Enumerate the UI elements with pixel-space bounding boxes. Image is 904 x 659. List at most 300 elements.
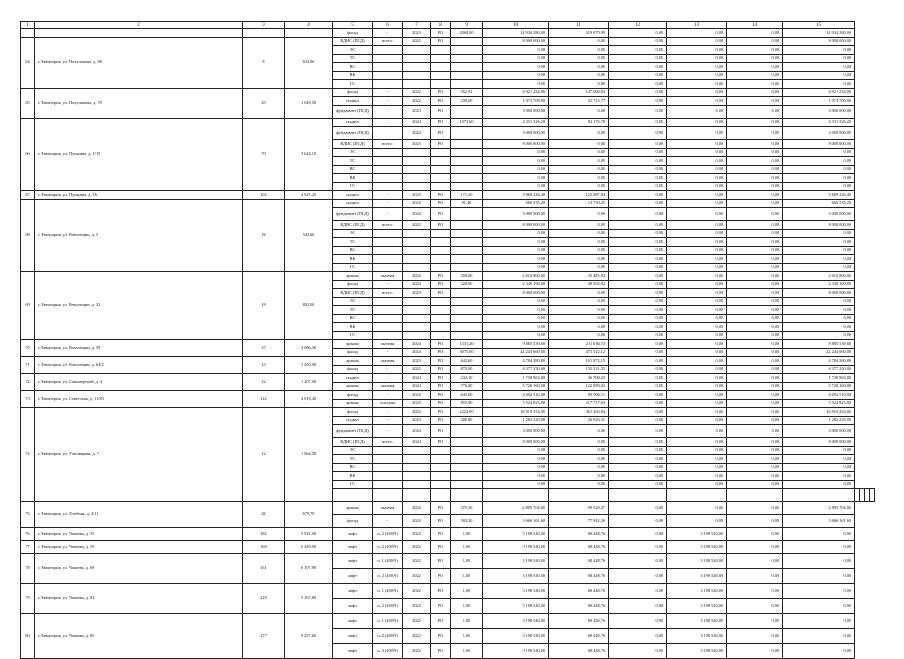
amount-cell: 0,00 (667, 255, 727, 264)
amount-cell: 0,00 (483, 46, 549, 55)
amount-cell: 0,00 (727, 408, 783, 417)
table-row (21, 584, 875, 599)
amount-cell: 0,00 (727, 374, 783, 383)
table-row (21, 541, 875, 554)
funding-cell (431, 455, 451, 464)
year-cell: 2024 (403, 348, 431, 357)
funding-cell: РО (431, 554, 451, 569)
amount-cell: 0,00 (609, 306, 667, 315)
amount-cell: 3 000 000,00 (783, 127, 855, 140)
work-subtype-cell (373, 182, 403, 191)
column-number-cell: 14 (727, 22, 783, 29)
amount-cell: 0,00 (727, 88, 783, 97)
amount-cell: 68 448,76 (549, 629, 609, 644)
amount-cell: 0,00 (783, 554, 855, 569)
amount-cell: 3 666 161,60 (483, 515, 549, 528)
amount-cell: 3 198 540,00 (483, 528, 549, 541)
year-cell: 2023 (403, 105, 431, 118)
amount-cell: 0,00 (549, 263, 609, 272)
amount-cell: 0,00 (549, 314, 609, 323)
work-type-cell: подвал (333, 118, 373, 127)
amount-cell: 0,00 (609, 541, 667, 554)
volume-cell (451, 455, 483, 464)
year-cell: 2024 (403, 425, 431, 438)
amount-cell: 0,00 (609, 246, 667, 255)
amount-cell: 0,00 (667, 157, 727, 166)
work-type-cell: ВДИС (ПСД) (333, 140, 373, 149)
amount-cell: 3 198 540,00 (667, 541, 727, 554)
address-cell: г. Евпатория, ул. Чапаева, д. 55 (35, 528, 243, 541)
amount-cell: 0,00 (727, 455, 783, 464)
amount-cell: 0,00 (783, 71, 855, 80)
amount-cell: 77 942,26 (549, 515, 609, 528)
funding-cell: РО (431, 391, 451, 400)
funding-cell: РО (431, 502, 451, 515)
amount-cell: 0,00 (609, 515, 667, 528)
work-type-cell: ВК (333, 255, 373, 264)
amount-cell: 0,00 (667, 348, 727, 357)
amount-cell: 0,00 (783, 644, 855, 659)
funding-cell: РО (431, 221, 451, 230)
amount-cell: 1 738 963,80 (483, 374, 549, 383)
volume-cell: 1,00 (451, 599, 483, 614)
amount-cell: 0,00 (727, 306, 783, 315)
amount-cell: 0,00 (667, 191, 727, 200)
funding-cell (431, 255, 451, 264)
year-cell: 2024 (403, 515, 431, 528)
row-number-cell: 73 (21, 391, 35, 408)
table-row (21, 118, 875, 127)
amount-cell: 0,00 (667, 118, 727, 127)
column-number-cell: 3 (243, 22, 285, 29)
area-cell: 3 644,10 (285, 118, 333, 191)
work-subtype-cell: п. 1 (400/9) (373, 614, 403, 629)
amount-cell: 8 000 000,00 (483, 438, 549, 447)
amount-cell: 0,00 (783, 306, 855, 315)
amount-cell: 122 089,02 (549, 382, 609, 391)
volume-cell (451, 297, 483, 306)
volume-cell (451, 472, 483, 481)
amount-cell: 0,00 (667, 472, 727, 481)
amount-cell: 0,00 (727, 246, 783, 255)
amount-cell: 4 331 326,20 (783, 118, 855, 127)
address-cell: г. Евпатория, ул. Чапаева, д. 85 (35, 614, 243, 659)
amount-cell: 0,00 (783, 255, 855, 264)
volume-cell (451, 140, 483, 149)
funding-cell: РО (431, 105, 451, 118)
year-cell: 2023 (403, 140, 431, 149)
amount-cell: 0,00 (609, 63, 667, 72)
row-number-cell: 75 (21, 502, 35, 528)
amount-cell: 0,00 (727, 182, 783, 191)
amount-cell: 3 198 540,00 (667, 644, 727, 659)
amount-cell: 0,00 (667, 54, 727, 63)
area-cell: 633,90 (285, 37, 333, 88)
work-type-cell: ВС (333, 463, 373, 472)
apartments-cell: 18 (243, 272, 285, 340)
amount-cell: 0,00 (727, 599, 783, 614)
area-cell: 1 064,50 (285, 408, 333, 502)
funding-cell: РО (431, 629, 451, 644)
amount-cell: 0,00 (609, 391, 667, 400)
work-type-cell: ВС (333, 314, 373, 323)
amount-cell: 3 198 540,00 (483, 644, 549, 659)
work-subtype-cell (373, 238, 403, 247)
year-cell: 2022 (403, 554, 431, 569)
work-subtype-cell: - (373, 97, 403, 106)
area-cell: 5 449,90 (285, 541, 333, 554)
amount-cell: 0,00 (609, 399, 667, 408)
amount-cell: 0,00 (783, 80, 855, 89)
apartments-cell: 277 (243, 614, 285, 659)
work-subtype-cell: - (373, 208, 403, 221)
table-body (21, 22, 875, 659)
work-subtype-cell: п. 2 (400/9) (373, 528, 403, 541)
work-type-cell: фасад (333, 88, 373, 97)
amount-cell: 0,00 (727, 46, 783, 55)
funding-cell (431, 182, 451, 191)
volume-cell (451, 480, 483, 489)
work-subtype-cell (373, 472, 403, 481)
amount-cell: 0,00 (667, 314, 727, 323)
apartments-cell: 70 (243, 118, 285, 191)
work-type-cell: лифт (333, 614, 373, 629)
volume-cell (451, 463, 483, 472)
amount-cell: 0,00 (783, 455, 855, 464)
amount-cell: 0,00 (549, 306, 609, 315)
funding-cell (609, 489, 667, 502)
amount-cell: 0,00 (727, 199, 783, 208)
work-subtype-cell: - (373, 191, 403, 200)
amount-cell: 0,00 (549, 182, 609, 191)
amount-cell: 0,00 (609, 229, 667, 238)
amount-cell: 0,00 (727, 221, 783, 230)
area-cell: 4 066,30 (285, 340, 333, 357)
amount-cell: 0,00 (609, 105, 667, 118)
amount-cell: 3 198 540,00 (667, 554, 727, 569)
amount-cell: 3 198 540,00 (667, 584, 727, 599)
year-cell: 2023 (403, 29, 431, 38)
work-subtype-cell: п. 1 (400/9) (373, 554, 403, 569)
column-number-cell: 11 (549, 22, 609, 29)
work-type-cell: подвал (333, 199, 373, 208)
amount-cell: 0,00 (727, 148, 783, 157)
funding-cell: РО (431, 37, 451, 46)
work-subtype-cell (483, 489, 549, 502)
amount-cell: 0,00 (667, 97, 727, 106)
year-cell: 2022 (403, 569, 431, 584)
amount-cell: 0,00 (609, 289, 667, 298)
amount-cell: 16 910 254,00 (483, 408, 549, 417)
amount-cell: 0,00 (727, 446, 783, 455)
year-cell: 2023 (403, 37, 431, 46)
amount-cell: 5 524 823,80 (483, 399, 549, 408)
amount-cell: 0,00 (727, 340, 783, 349)
amount-cell: 0,00 (667, 140, 727, 149)
amount-cell: 0,00 (783, 246, 855, 255)
amount-cell: 0,00 (667, 63, 727, 72)
volume-cell: 1331,20 (451, 340, 483, 349)
amount-cell: 0,00 (609, 584, 667, 599)
work-subtype-cell: п. 2 (400/9) (373, 569, 403, 584)
amount-cell: 0,00 (549, 174, 609, 183)
funding-cell (431, 174, 451, 183)
amount-cell: 68 448,76 (549, 569, 609, 584)
year-cell (403, 229, 431, 238)
amount-cell (783, 489, 855, 502)
volume-cell: 1,00 (451, 644, 483, 659)
volume-cell (451, 54, 483, 63)
amount-cell: 0,00 (549, 289, 609, 298)
amount-cell: 5 524 823,80 (783, 399, 855, 408)
amount-cell: 8 000 000,00 (483, 140, 549, 149)
amount-cell: 0,00 (667, 455, 727, 464)
year-cell: 2024 (403, 118, 431, 127)
funding-cell: РО (431, 599, 451, 614)
amount-cell: 0,00 (609, 80, 667, 89)
amount-cell: 6 921 234,96 (483, 88, 549, 97)
amount-cell: 92 176,78 (549, 118, 609, 127)
table-row (21, 199, 875, 208)
year-cell: 2023 (403, 416, 431, 425)
volume-cell (451, 148, 483, 157)
funding-cell: РО (431, 374, 451, 383)
volume-cell: 1,00 (451, 614, 483, 629)
amount-cell: 319 079,99 (549, 29, 609, 38)
volume-cell (451, 446, 483, 455)
amount-cell: 8 000 000,00 (483, 37, 549, 46)
year-cell (403, 71, 431, 80)
work-subtype-cell: п. 2 (400/9) (373, 599, 403, 614)
work-type-cell: крыша (333, 340, 373, 349)
volume-cell: 1,00 (451, 528, 483, 541)
amount-cell: 0,00 (667, 46, 727, 55)
volume-cell (451, 323, 483, 332)
amount-cell: 3 666 161,60 (783, 515, 855, 528)
amount-cell: 3 000 000,00 (483, 208, 549, 221)
volume-cell: 375,50 (451, 502, 483, 515)
amount-cell: 4 692 510,00 (483, 391, 549, 400)
year-cell (403, 157, 431, 166)
table-row (21, 37, 875, 46)
amount-cell: 0,00 (727, 399, 783, 408)
work-subtype-cell: - (373, 88, 403, 97)
work-type-cell: ТС (333, 306, 373, 315)
funding-cell: РО (431, 272, 451, 281)
amount-cell: 0,00 (667, 374, 727, 383)
amount-cell: 0,00 (609, 297, 667, 306)
work-subtype-cell (373, 297, 403, 306)
volume-cell: 320,00 (451, 280, 483, 289)
amount-cell: 0,00 (549, 246, 609, 255)
work-subtype-cell: п. 2 (400/9) (373, 541, 403, 554)
work-type-cell: ЭС (333, 46, 373, 55)
work-type-cell: крыша (333, 357, 373, 366)
amount-cell: 0,00 (609, 140, 667, 149)
amount-cell: 0,00 (483, 246, 549, 255)
amount-cell: 0,00 (667, 502, 727, 515)
amount-cell: 3 198 540,00 (483, 629, 549, 644)
amount-cell: 4 784 380,80 (483, 357, 549, 366)
amount-cell: 0,00 (727, 569, 783, 584)
row-number-cell: 72 (21, 374, 35, 391)
amount-cell: 0,00 (783, 569, 855, 584)
volume-cell (451, 331, 483, 340)
amount-cell: 0,00 (483, 446, 549, 455)
amount-cell: 0,00 (609, 425, 667, 438)
amount-cell: 0,00 (783, 541, 855, 554)
work-type-cell: ВДИС (ПСД) (333, 438, 373, 447)
amount-cell: 0,00 (727, 238, 783, 247)
volume-cell (451, 63, 483, 72)
amount-cell: 2 805 704,00 (483, 502, 549, 515)
funding-cell: РО (431, 425, 451, 438)
amount-cell: 3 000 000,00 (483, 425, 549, 438)
address-cell: г. Евпатория, ул. Революции, д. 59 (35, 340, 243, 357)
amount-cell: 1 282 229,00 (483, 416, 549, 425)
amount-cell: 0,00 (727, 629, 783, 644)
row-number-cell (333, 489, 373, 502)
year-cell (403, 455, 431, 464)
address-cell: г. Евпатория, ул. Революции, д. 23 (35, 272, 243, 340)
amount-cell: 0,00 (483, 455, 549, 464)
address-cell: г. Евпатория, ул. Пушкина, д. 16 (35, 191, 243, 200)
work-subtype-cell: - (373, 408, 403, 417)
column-number-cell: 7 (403, 22, 431, 29)
amount-cell: 16 910 254,00 (783, 408, 855, 417)
funding-cell: РО (431, 357, 451, 366)
year-cell: 2022 (403, 584, 431, 599)
work-subtype-cell (373, 446, 403, 455)
amount-cell: 5 728 160,00 (483, 382, 549, 391)
row-number-cell: 77 (21, 541, 35, 554)
amount-cell: 0,00 (609, 614, 667, 629)
amount-cell: 0,00 (727, 323, 783, 332)
work-subtype-cell (373, 314, 403, 323)
funding-cell: РО (431, 29, 451, 38)
volume-cell: 1,00 (451, 569, 483, 584)
volume-cell (451, 71, 483, 80)
amount-cell: 0,00 (549, 80, 609, 89)
work-subtype-cell (373, 323, 403, 332)
year-cell (403, 263, 431, 272)
work-subtype-cell (373, 46, 403, 55)
amount-cell: 0,00 (667, 174, 727, 183)
table-row (21, 272, 875, 281)
funding-cell: РО (431, 365, 451, 374)
amount-cell: 0,00 (783, 314, 855, 323)
amount-cell: 0,00 (609, 37, 667, 46)
work-type-cell: крыша (333, 382, 373, 391)
year-cell (403, 306, 431, 315)
amount-cell: 0,00 (727, 515, 783, 528)
amount-cell: 0,00 (727, 157, 783, 166)
volume-cell (451, 263, 483, 272)
funding-cell (431, 263, 451, 272)
volume-cell (667, 489, 727, 502)
amount-cell: 0,00 (667, 289, 727, 298)
amount-cell: 0,00 (609, 323, 667, 332)
area-cell: 4 018,40 (285, 391, 333, 408)
amount-cell: 0,00 (483, 323, 549, 332)
amount-cell: 0,00 (727, 263, 783, 272)
amount-cell: 0,00 (667, 182, 727, 191)
volume-cell (451, 208, 483, 221)
amount-cell: 0,00 (483, 238, 549, 247)
amount-cell: 0,00 (727, 63, 783, 72)
apartments-cell: 160 (243, 541, 285, 554)
work-subtype-cell: всего: (373, 438, 403, 447)
amount-cell: 59 528,47 (549, 502, 609, 515)
amount-cell: 9 885 539,60 (783, 340, 855, 349)
amount-cell: 0,00 (483, 54, 549, 63)
work-type-cell: ВДИС (ПСД) (333, 289, 373, 298)
amount-cell: 0,00 (483, 148, 549, 157)
work-type-cell: фасад (333, 408, 373, 417)
apartments-cell: 22 (243, 374, 285, 391)
amount-cell: 0,00 (483, 306, 549, 315)
amount-cell: 0,00 (549, 480, 609, 489)
volume-cell: 770,00 (451, 382, 483, 391)
volume-cell: 239,00 (451, 97, 483, 106)
volume-cell: 171,20 (451, 191, 483, 200)
amount-cell: 0,00 (727, 463, 783, 472)
year-cell (403, 182, 431, 191)
row-number-cell: 69 (21, 272, 35, 340)
amount-cell: 13 750,25 (549, 199, 609, 208)
amount-cell: 0,00 (549, 221, 609, 230)
volume-cell (451, 165, 483, 174)
amount-cell: 68 448,76 (549, 599, 609, 614)
amount-cell: 0,00 (667, 246, 727, 255)
amount-cell: 0,00 (667, 331, 727, 340)
amount-cell: 8 000 000,00 (783, 438, 855, 447)
amount-cell: 0,00 (609, 331, 667, 340)
amount-cell: 0,00 (727, 174, 783, 183)
row-number-cell: 64 (21, 37, 35, 88)
apartments-cell: 182 (243, 528, 285, 541)
amount-cell: 0,00 (609, 263, 667, 272)
work-type-cell: подвал (333, 416, 373, 425)
area-cell: 6 107,90 (285, 554, 333, 584)
funding-cell: РО (431, 569, 451, 584)
column-number-cell: 5 (333, 22, 373, 29)
funding-cell (431, 472, 451, 481)
amount-cell: 0,00 (483, 480, 549, 489)
volume-cell: 3075,00 (451, 348, 483, 357)
table-row (21, 374, 875, 383)
work-type-cell: подвал (333, 97, 373, 106)
amount-cell: 0,00 (549, 165, 609, 174)
amount-cell: 0,00 (727, 280, 783, 289)
apartments-cell: 16 (243, 199, 285, 272)
amount-cell: 3 198 540,00 (667, 614, 727, 629)
amount-cell: 0,00 (783, 229, 855, 238)
amount-cell: 1 973 709,00 (783, 97, 855, 106)
work-type-cell: ЭС (333, 148, 373, 157)
amount-cell: 0,00 (783, 629, 855, 644)
address-cell: г. Евпатория, ул. Самомерской, д. 4 (35, 374, 243, 391)
amount-cell: 0,00 (667, 416, 727, 425)
volume-cell (451, 105, 483, 118)
work-type-cell: крыша (333, 502, 373, 515)
work-subtype-cell: скатная (373, 340, 403, 349)
amount-cell: 0,00 (609, 29, 667, 38)
work-type-cell: лифт (333, 569, 373, 584)
amount-cell: 0,00 (549, 46, 609, 55)
work-subtype-cell (373, 306, 403, 315)
volume-cell (451, 246, 483, 255)
